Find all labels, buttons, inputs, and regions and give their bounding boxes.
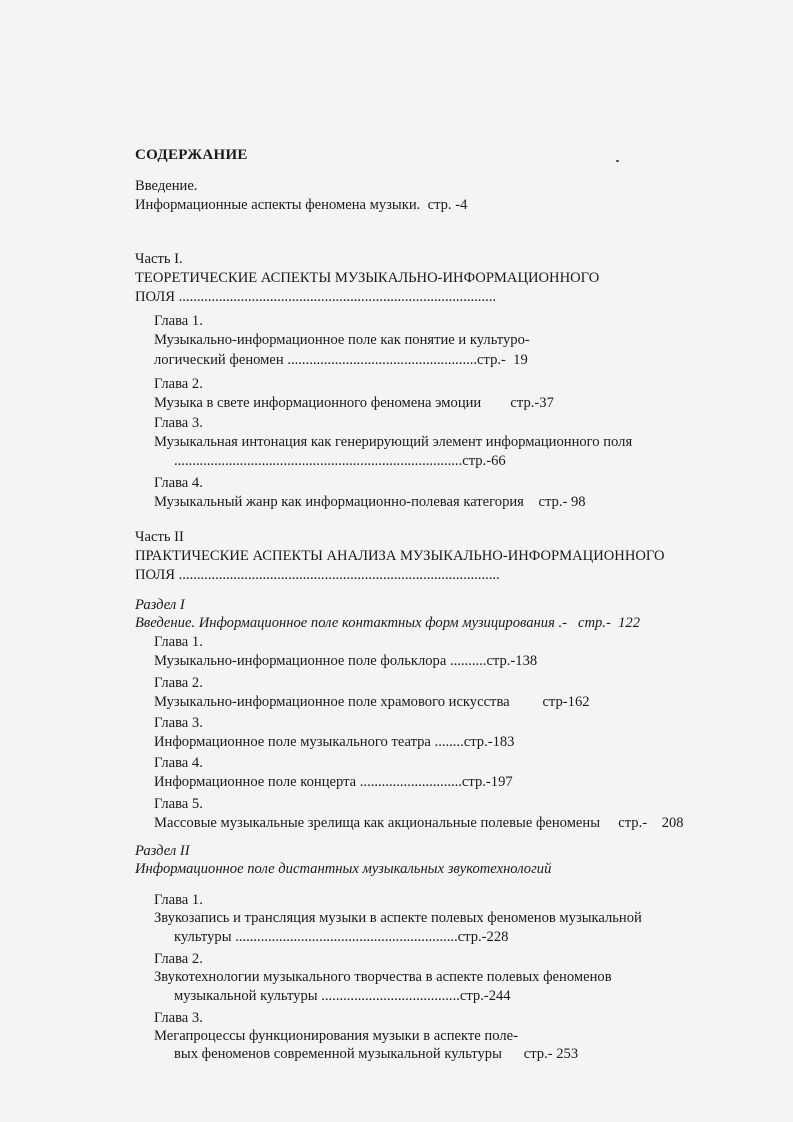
part1-ch3-label: Глава 3.	[154, 415, 203, 431]
s1-ch2-line: Музыкально-информационное поле храмового искусства стр-162	[154, 694, 590, 710]
part2-heading-line2: ПОЛЯ ........................................................................................	[135, 567, 500, 583]
part1-ch4-line1: Музыкальный жанр как информационно-полевая категория стр.- 98	[154, 494, 586, 510]
s1-ch5-line: Массовые музыкальные зрелища как акциональные полевые феномены стр.- 208	[154, 815, 684, 831]
section1-label: Раздел I	[135, 597, 185, 613]
s1-ch2-label: Глава 2.	[154, 675, 203, 691]
part1-label: Часть I.	[135, 251, 183, 267]
intro-line: Информационные аспекты феномена музыки. стр. -4	[135, 197, 468, 213]
intro-label: Введение.	[135, 178, 198, 194]
part1-ch3-line1: Музыкальная интонация как генерирующий элемент информационного поля	[154, 434, 633, 450]
part1-ch1-line1: Музыкально-информационное поле как понятие и культуро-	[154, 332, 530, 348]
section1-intro: Введение. Информационное поле контактных форм музицирования .- стр.- 122	[135, 615, 640, 631]
s1-ch3-label: Глава 3.	[154, 715, 203, 731]
part1-ch4-label: Глава 4.	[154, 475, 203, 491]
s1-ch4-label: Глава 4.	[154, 755, 203, 771]
s2-ch3-label: Глава 3.	[154, 1010, 203, 1026]
s2-ch2-line1: Звукотехнологии музыкального творчества в аспекте полевых феноменов	[154, 969, 612, 985]
part1-ch1-label: Глава 1.	[154, 313, 203, 329]
s1-ch1-label: Глава 1.	[154, 634, 203, 650]
s2-ch1-label: Глава 1.	[154, 892, 203, 908]
part1-heading-line1: ТЕОРЕТИЧЕСКИЕ АСПЕКТЫ МУЗЫКАЛЬНО-ИНФОРМАЦИОННОГО	[135, 270, 600, 286]
s1-ch3-line: Информационное поле музыкального театра ........стр.-183	[154, 734, 515, 750]
part1-ch2-label: Глава 2.	[154, 376, 203, 392]
s2-ch3-line2: вых феноменов современной музыкальной культуры стр.- 253	[174, 1046, 579, 1062]
section2-title: Информационное поле дистантных музыкальных звукотехнологий	[135, 861, 552, 877]
toc-title: СОДЕРЖАНИЕ	[135, 147, 248, 163]
s2-ch2-line2: музыкальной культуры ......................................стр.-244	[174, 988, 511, 1004]
s1-ch5-label: Глава 5.	[154, 796, 203, 812]
s1-ch1-line: Музыкально-информационное поле фольклора ..........стр.-138	[154, 653, 538, 669]
s2-ch3-line1: Мегапроцессы функционирования музыки в аспекте поле-	[154, 1028, 518, 1044]
part1-heading-line2: ПОЛЯ .......................................................................................	[135, 289, 497, 305]
s1-ch4-line: Информационное поле концерта ............................стр.-197	[154, 774, 513, 790]
part1-ch3-line2: ...............................................................................стр.-66	[174, 453, 506, 469]
part1-ch1-line2: логический феномен ....................................................стр.- 19	[154, 352, 528, 368]
part2-label: Часть II	[135, 529, 184, 545]
part2-heading-line1: ПРАКТИЧЕСКИЕ АСПЕКТЫ АНАЛИЗА МУЗЫКАЛЬНО-ИНФОРМАЦИОННОГО	[135, 548, 665, 564]
s2-ch2-label: Глава 2.	[154, 951, 203, 967]
scan-speck	[616, 160, 619, 162]
section2-label: Раздел II	[135, 843, 190, 859]
s2-ch1-line1: Звукозапись и трансляция музыки в аспекте полевых феноменов музыкальной	[154, 910, 642, 926]
s2-ch1-line2: культуры .............................................................стр.-228	[174, 929, 509, 945]
part1-ch2-line1: Музыка в свете информационного феномена эмоции стр.-37	[154, 395, 554, 411]
